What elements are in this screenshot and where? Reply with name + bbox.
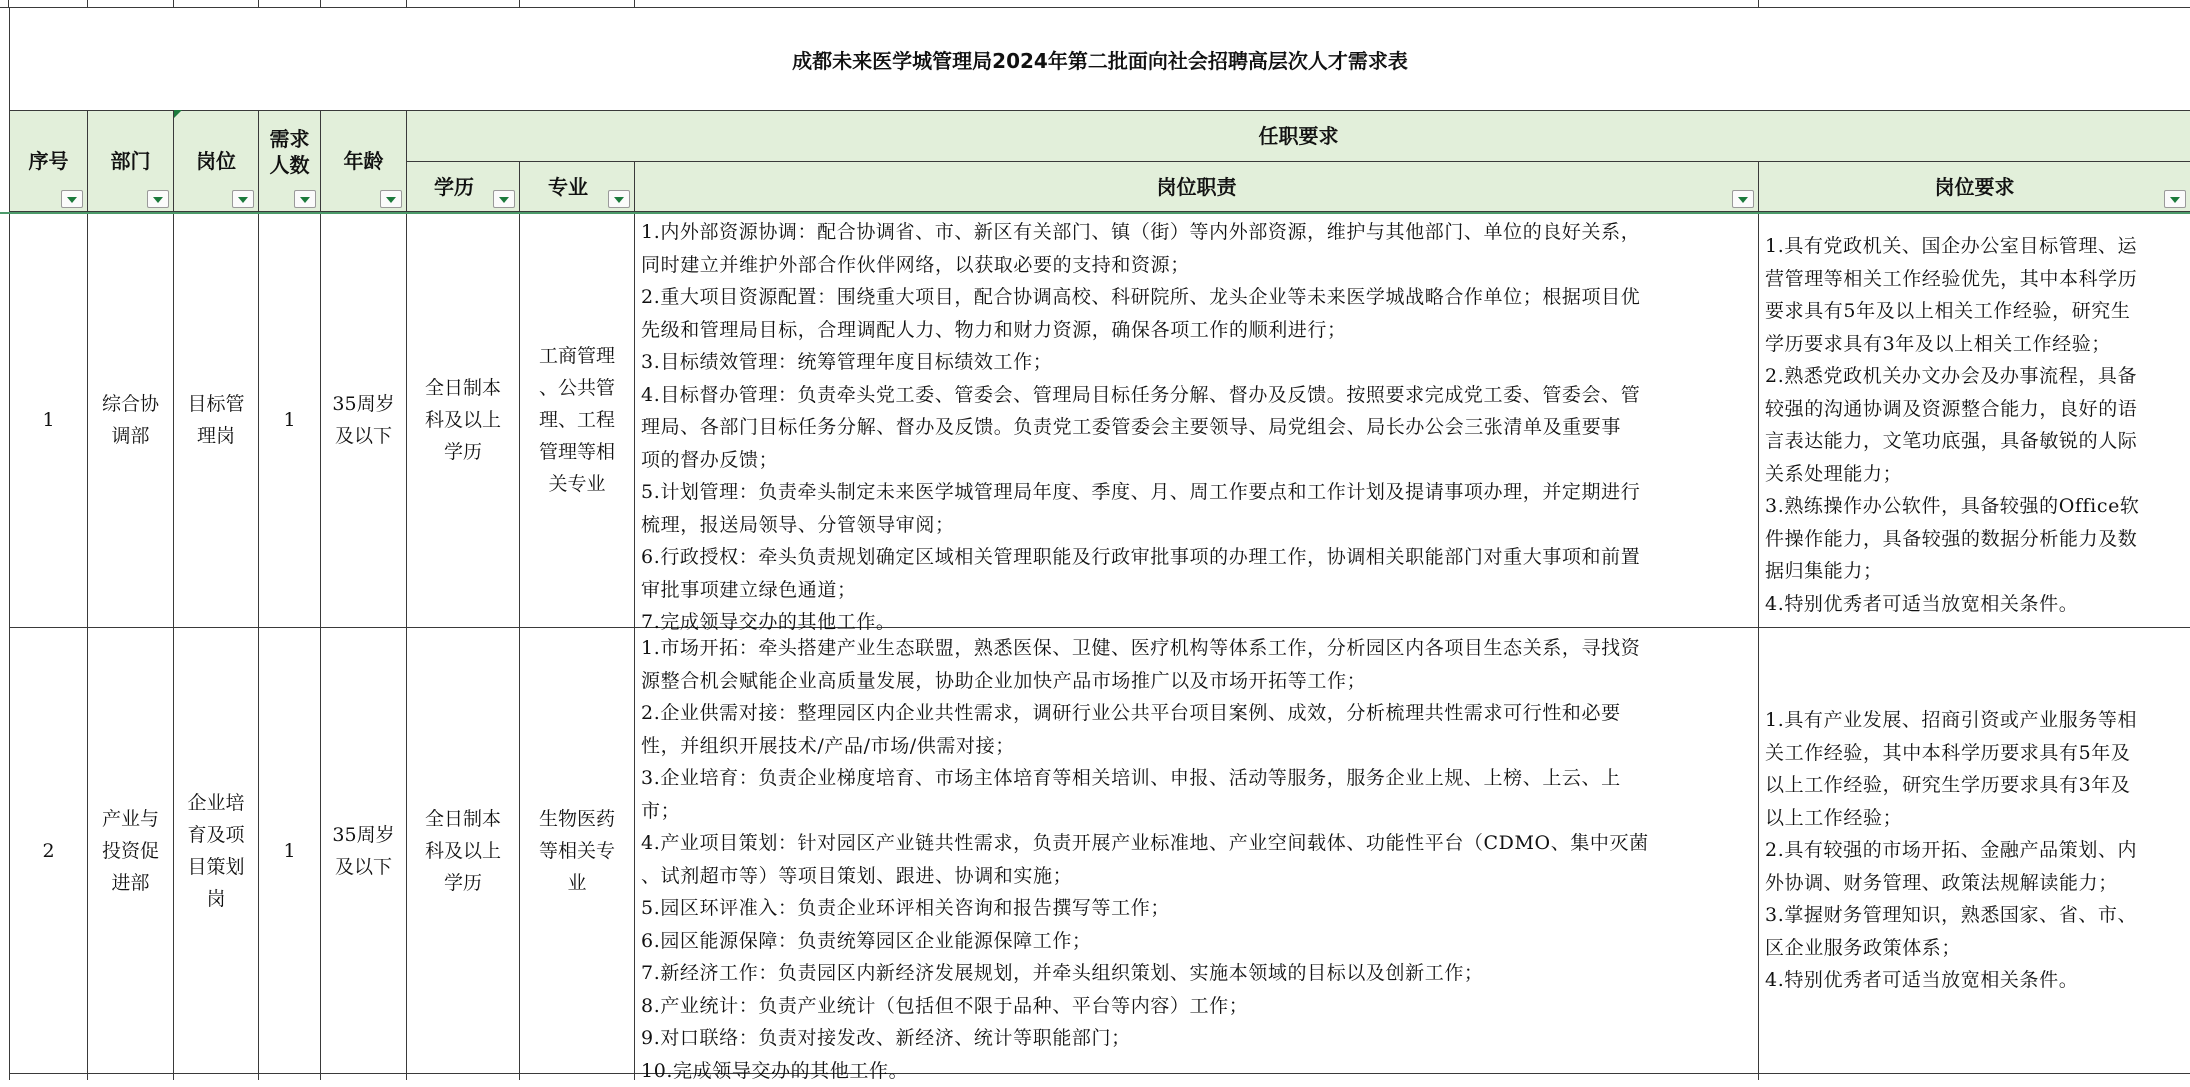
- row2-duty-line: 6.园区能源保障：负责统筹园区企业能源保障工作；: [641, 925, 1752, 958]
- header-education[interactable]: [407, 162, 520, 212]
- row1-duty-line: 5.计划管理：负责牵头制定未来医学城管理局年度、季度、月、周工作要点和工作计划及提请事项办理，并定期进行: [641, 476, 1752, 509]
- row1-duties[interactable]: [635, 212, 1759, 628]
- filter-dropdown-icon[interactable]: [2164, 190, 2186, 208]
- row1-count-text: 1: [283, 404, 295, 436]
- row2-duty-line: 5.园区环评准入：负责企业环评相关咨询和报告撰写等工作；: [641, 892, 1752, 925]
- row1-duty-line: 项的督办反馈；: [641, 444, 1752, 477]
- row1-qual-line: 关系处理能力；: [1765, 458, 2184, 491]
- row2-post[interactable]: [174, 628, 259, 1074]
- header-qualifications[interactable]: [1759, 162, 2190, 212]
- row2-duties[interactable]: [635, 628, 1759, 1074]
- row2-dept-line: 进部: [102, 867, 159, 899]
- filter-dropdown-icon[interactable]: [608, 190, 630, 208]
- row2-major[interactable]: [520, 628, 635, 1074]
- row1-duty-line: 先级和管理局目标，合理调配人力、物力和财力资源，确保各项工作的顺利进行；: [641, 314, 1752, 347]
- row2-major-line: 生物医药: [539, 803, 615, 835]
- header-seq[interactable]: [9, 111, 88, 212]
- row1-duty-line: 梳理，报送局领导、分管领导审阅；: [641, 509, 1752, 542]
- row2-dept-line: 产业与: [102, 803, 159, 835]
- row2-qual-line: 以上工作经验，研究生学历要求具有3年及: [1765, 769, 2184, 802]
- row2-post-line: 育及项: [187, 819, 244, 851]
- row2-duty-line: 、试剂超市等）等项目策划、跟进、协调和实施；: [641, 860, 1752, 893]
- row1-seq-text: 1: [42, 404, 54, 436]
- cell-top-stub[interactable]: [259, 0, 321, 8]
- header-requirements-label: 任职要求: [1259, 123, 1339, 149]
- cell-top-stub[interactable]: [9, 0, 88, 8]
- row2-duty-line: 10.完成领导交办的其他工作。: [641, 1055, 1752, 1087]
- row1-major-line: 、公共管: [539, 372, 615, 404]
- row1-education[interactable]: [407, 212, 520, 628]
- row2-dept-line: 投资促: [102, 835, 159, 867]
- row2-duty-line: 2.企业供需对接：整理园区内企业共性需求，调研行业公共平台项目案例、成效，分析梳理共性需求可行性和必要: [641, 697, 1752, 730]
- row2-qual-line: 以上工作经验；: [1765, 802, 2184, 835]
- sheet-title[interactable]: [9, 8, 2190, 111]
- row1-major-line: 理、工程: [539, 404, 615, 436]
- header-dept[interactable]: [88, 111, 174, 212]
- row1-qual-line: 言表达能力，文笔功底强，具备敏锐的人际: [1765, 425, 2184, 458]
- row2-qual-line: 2.具有较强的市场开拓、金融产品策划、内: [1765, 834, 2184, 867]
- row1-age-line: 及以下: [332, 420, 394, 452]
- row1-major[interactable]: [520, 212, 635, 628]
- row1-dept-line: 调部: [102, 420, 159, 452]
- header-qualifications-label: 岗位要求: [1935, 174, 2015, 200]
- row2-duty-line: 9.对口联络：负责对接发改、新经济、统计等职能部门；: [641, 1022, 1752, 1055]
- row3-stub[interactable]: [635, 1074, 1759, 1080]
- row2-post-line: 企业培: [187, 787, 244, 819]
- row1-duty-line: 1.内外部资源协调：配合协调省、市、新区有关部门、镇（街）等内外部资源，维护与其他部门、单位的良好关系，: [641, 216, 1752, 249]
- row3-stub[interactable]: [520, 1074, 635, 1080]
- row2-count-text: 1: [283, 835, 295, 867]
- row2-dept[interactable]: [88, 628, 174, 1074]
- row2-qual-line: 3.掌握财务管理知识，熟悉国家、省、市、: [1765, 899, 2184, 932]
- row1-qual-line: 学历要求具有3年及以上相关工作经验；: [1765, 328, 2184, 361]
- row2-qual-line: 区企业服务政策体系；: [1765, 932, 2184, 965]
- row2-major-line: 业: [539, 867, 615, 899]
- filter-dropdown-icon[interactable]: [380, 190, 402, 208]
- header-age[interactable]: [321, 111, 407, 212]
- title-text: 成都未来医学城管理局2024年第二批面向社会招聘高层次人才需求表: [792, 45, 1408, 74]
- row3-stub[interactable]: [321, 1074, 407, 1080]
- row2-qual-line: 1.具有产业发展、招商引资或产业服务等相: [1765, 704, 2184, 737]
- header-education-label: 学历: [434, 174, 474, 200]
- filter-dropdown-icon[interactable]: [61, 190, 83, 208]
- row2-duty-line: 1.市场开拓：牵头搭建产业生态联盟，熟悉医保、卫健、医疗机构等体系工作，分析园区内各项目生态关系，寻找资: [641, 632, 1752, 665]
- filter-dropdown-icon[interactable]: [294, 190, 316, 208]
- row2-duty-line: 4.产业项目策划：针对园区产业链共性需求，负责开展产业标准地、产业空间载体、功能性平台（CDMO、集中灭菌: [641, 827, 1752, 860]
- row1-duty-line: 审批事项建立绿色通道；: [641, 574, 1752, 607]
- row2-post-line: 目策划: [187, 851, 244, 883]
- header-requirements[interactable]: [407, 111, 2190, 162]
- row1-education-line: 科及以上: [425, 404, 501, 436]
- cell-top-stub[interactable]: [88, 0, 174, 8]
- row2-duty-line: 市；: [641, 795, 1752, 828]
- row1-education-line: 学历: [425, 436, 501, 468]
- row1-duty-line: 4.目标督办管理：负责牵头党工委、管委会、管理局目标任务分解、督办及反馈。按照要求完成党工委、管委会、管: [641, 379, 1752, 412]
- row2-education-line: 科及以上: [425, 835, 501, 867]
- header-major[interactable]: [520, 162, 635, 212]
- row1-education-line: 全日制本: [425, 372, 501, 404]
- row1-duty-line: 理局、各部门目标任务分解、督办及反馈。负责党工委管委会主要领导、局党组会、局长办公会三张清单及重要事: [641, 411, 1752, 444]
- row1-seq[interactable]: [9, 212, 88, 628]
- cell-top-stub[interactable]: [0, 0, 9, 8]
- header-count[interactable]: [259, 111, 321, 212]
- row1-major-line: 管理等相: [539, 436, 615, 468]
- row1-qual-line: 2.熟悉党政机关办文办会及办事流程，具备: [1765, 360, 2184, 393]
- row1-qual-line: 件操作能力，具备较强的数据分析能力及数: [1765, 523, 2184, 556]
- row1-dept-line: 综合协: [102, 388, 159, 420]
- row3-stub[interactable]: [1759, 1074, 2190, 1080]
- header-post-label: 岗位: [196, 148, 236, 174]
- row2-duty-line: 8.产业统计：负责产业统计（包括但不限于品种、平台等内容）工作；: [641, 990, 1752, 1023]
- row1-count[interactable]: [259, 212, 321, 628]
- freeze-pane-line: [0, 212, 2190, 214]
- row2-qualifications[interactable]: [1759, 628, 2190, 1074]
- row2-age-line: 及以下: [332, 851, 394, 883]
- row2-education-line: 学历: [425, 867, 501, 899]
- row1-duty-line: 7.完成领导交办的其他工作。: [641, 606, 1752, 639]
- row1-major-line: 关专业: [539, 468, 615, 500]
- cell-top-stub[interactable]: [174, 0, 259, 8]
- row1-qual-line: 4.特别优秀者可适当放宽相关条件。: [1765, 588, 2184, 621]
- filter-dropdown-icon[interactable]: [1732, 190, 1754, 208]
- row1-post[interactable]: [174, 212, 259, 628]
- row1-qual-line: 1.具有党政机关、国企办公室目标管理、运: [1765, 230, 2184, 263]
- filter-dropdown-icon[interactable]: [232, 190, 254, 208]
- row2-duty-line: 3.企业培育：负责企业梯度培育、市场主体培育等相关培训、申报、活动等服务，服务企业上规、上榜、上云、上: [641, 762, 1752, 795]
- row2-seq-text: 2: [42, 835, 54, 867]
- row1-major-line: 工商管理: [539, 340, 615, 372]
- row1-duty-line: 同时建立并维护外部合作伙伴网络，以获取必要的支持和资源；: [641, 249, 1752, 282]
- row2-qual-line: 外协调、财务管理、政策法规解读能力；: [1765, 867, 2184, 900]
- row1-qual-line: 营管理等相关工作经验优先，其中本科学历: [1765, 263, 2184, 296]
- cell-top-stub[interactable]: [635, 0, 1759, 8]
- header-post[interactable]: [174, 111, 259, 212]
- row2-duty-line: 性，并组织开展技术/产品/市场/供需对接；: [641, 730, 1752, 763]
- header-major-label: 专业: [548, 174, 588, 200]
- row1-duty-line: 2.重大项目资源配置：围绕重大项目，配合协调高校、科研院所、龙头企业等未来医学城战略合作单位；根据项目优: [641, 281, 1752, 314]
- cell-top-stub[interactable]: [1759, 0, 2190, 8]
- row2-major-line: 等相关专: [539, 835, 615, 867]
- header-dept-label: 部门: [111, 148, 151, 174]
- row1-post-line: 理岗: [187, 420, 244, 452]
- filter-dropdown-icon[interactable]: [147, 190, 169, 208]
- row1-dept[interactable]: [88, 212, 174, 628]
- header-count-label-1: 需求: [270, 127, 310, 151]
- cell-comment-marker-icon: [174, 110, 182, 118]
- header-duties[interactable]: [635, 162, 1759, 212]
- row1-qual-line: 3.熟练操作办公软件，具备较强的Office软: [1765, 490, 2184, 523]
- row2-duty-line: 7.新经济工作：负责园区内新经济发展规划，并牵头组织策划、实施本领域的目标以及创新工作；: [641, 957, 1752, 990]
- header-duties-label: 岗位职责: [1157, 174, 1237, 200]
- cell-top-stub[interactable]: [520, 0, 635, 8]
- header-count-label-2: 人数: [270, 153, 310, 177]
- row2-count[interactable]: [259, 628, 321, 1074]
- row3-stub[interactable]: [9, 1074, 88, 1080]
- header-age-label: 年龄: [344, 148, 384, 174]
- row1-age-line: 35周岁: [332, 388, 394, 420]
- row2-qual-line: 4.特别优秀者可适当放宽相关条件。: [1765, 964, 2184, 997]
- row3-stub[interactable]: [259, 1074, 321, 1080]
- row1-qual-line: 要求具有5年及以上相关工作经验，研究生: [1765, 295, 2184, 328]
- row1-qual-line: 据归集能力；: [1765, 555, 2184, 588]
- row1-age[interactable]: [321, 212, 407, 628]
- row1-qualifications[interactable]: [1759, 212, 2190, 628]
- row2-duty-line: 源整合机会赋能企业高质量发展，协助企业加快产品市场推广以及市场开拓等工作；: [641, 665, 1752, 698]
- row2-education-line: 全日制本: [425, 803, 501, 835]
- filter-dropdown-icon[interactable]: [493, 190, 515, 208]
- row2-education[interactable]: [407, 628, 520, 1074]
- row3-stub[interactable]: [407, 1074, 520, 1080]
- row2-seq[interactable]: [9, 628, 88, 1074]
- row1-duty-line: 6.行政授权：牵头负责规划确定区域相关管理职能及行政审批事项的办理工作，协调相关职能部门对重大事项和前置: [641, 541, 1752, 574]
- cell-top-stub[interactable]: [407, 0, 520, 8]
- row2-age[interactable]: [321, 628, 407, 1074]
- cell-top-stub[interactable]: [321, 0, 407, 8]
- row2-qual-line: 关工作经验，其中本科学历要求具有5年及: [1765, 737, 2184, 770]
- row2-post-line: 岗: [187, 883, 244, 915]
- row1-duty-line: 3.目标绩效管理：统筹管理年度目标绩效工作；: [641, 346, 1752, 379]
- row1-qual-line: 较强的沟通协调及资源整合能力，良好的语: [1765, 393, 2184, 426]
- row3-stub[interactable]: [174, 1074, 259, 1080]
- row2-age-line: 35周岁: [332, 819, 394, 851]
- header-seq-label: 序号: [29, 148, 69, 174]
- row3-stub[interactable]: [88, 1074, 174, 1080]
- row1-post-line: 目标管: [187, 388, 244, 420]
